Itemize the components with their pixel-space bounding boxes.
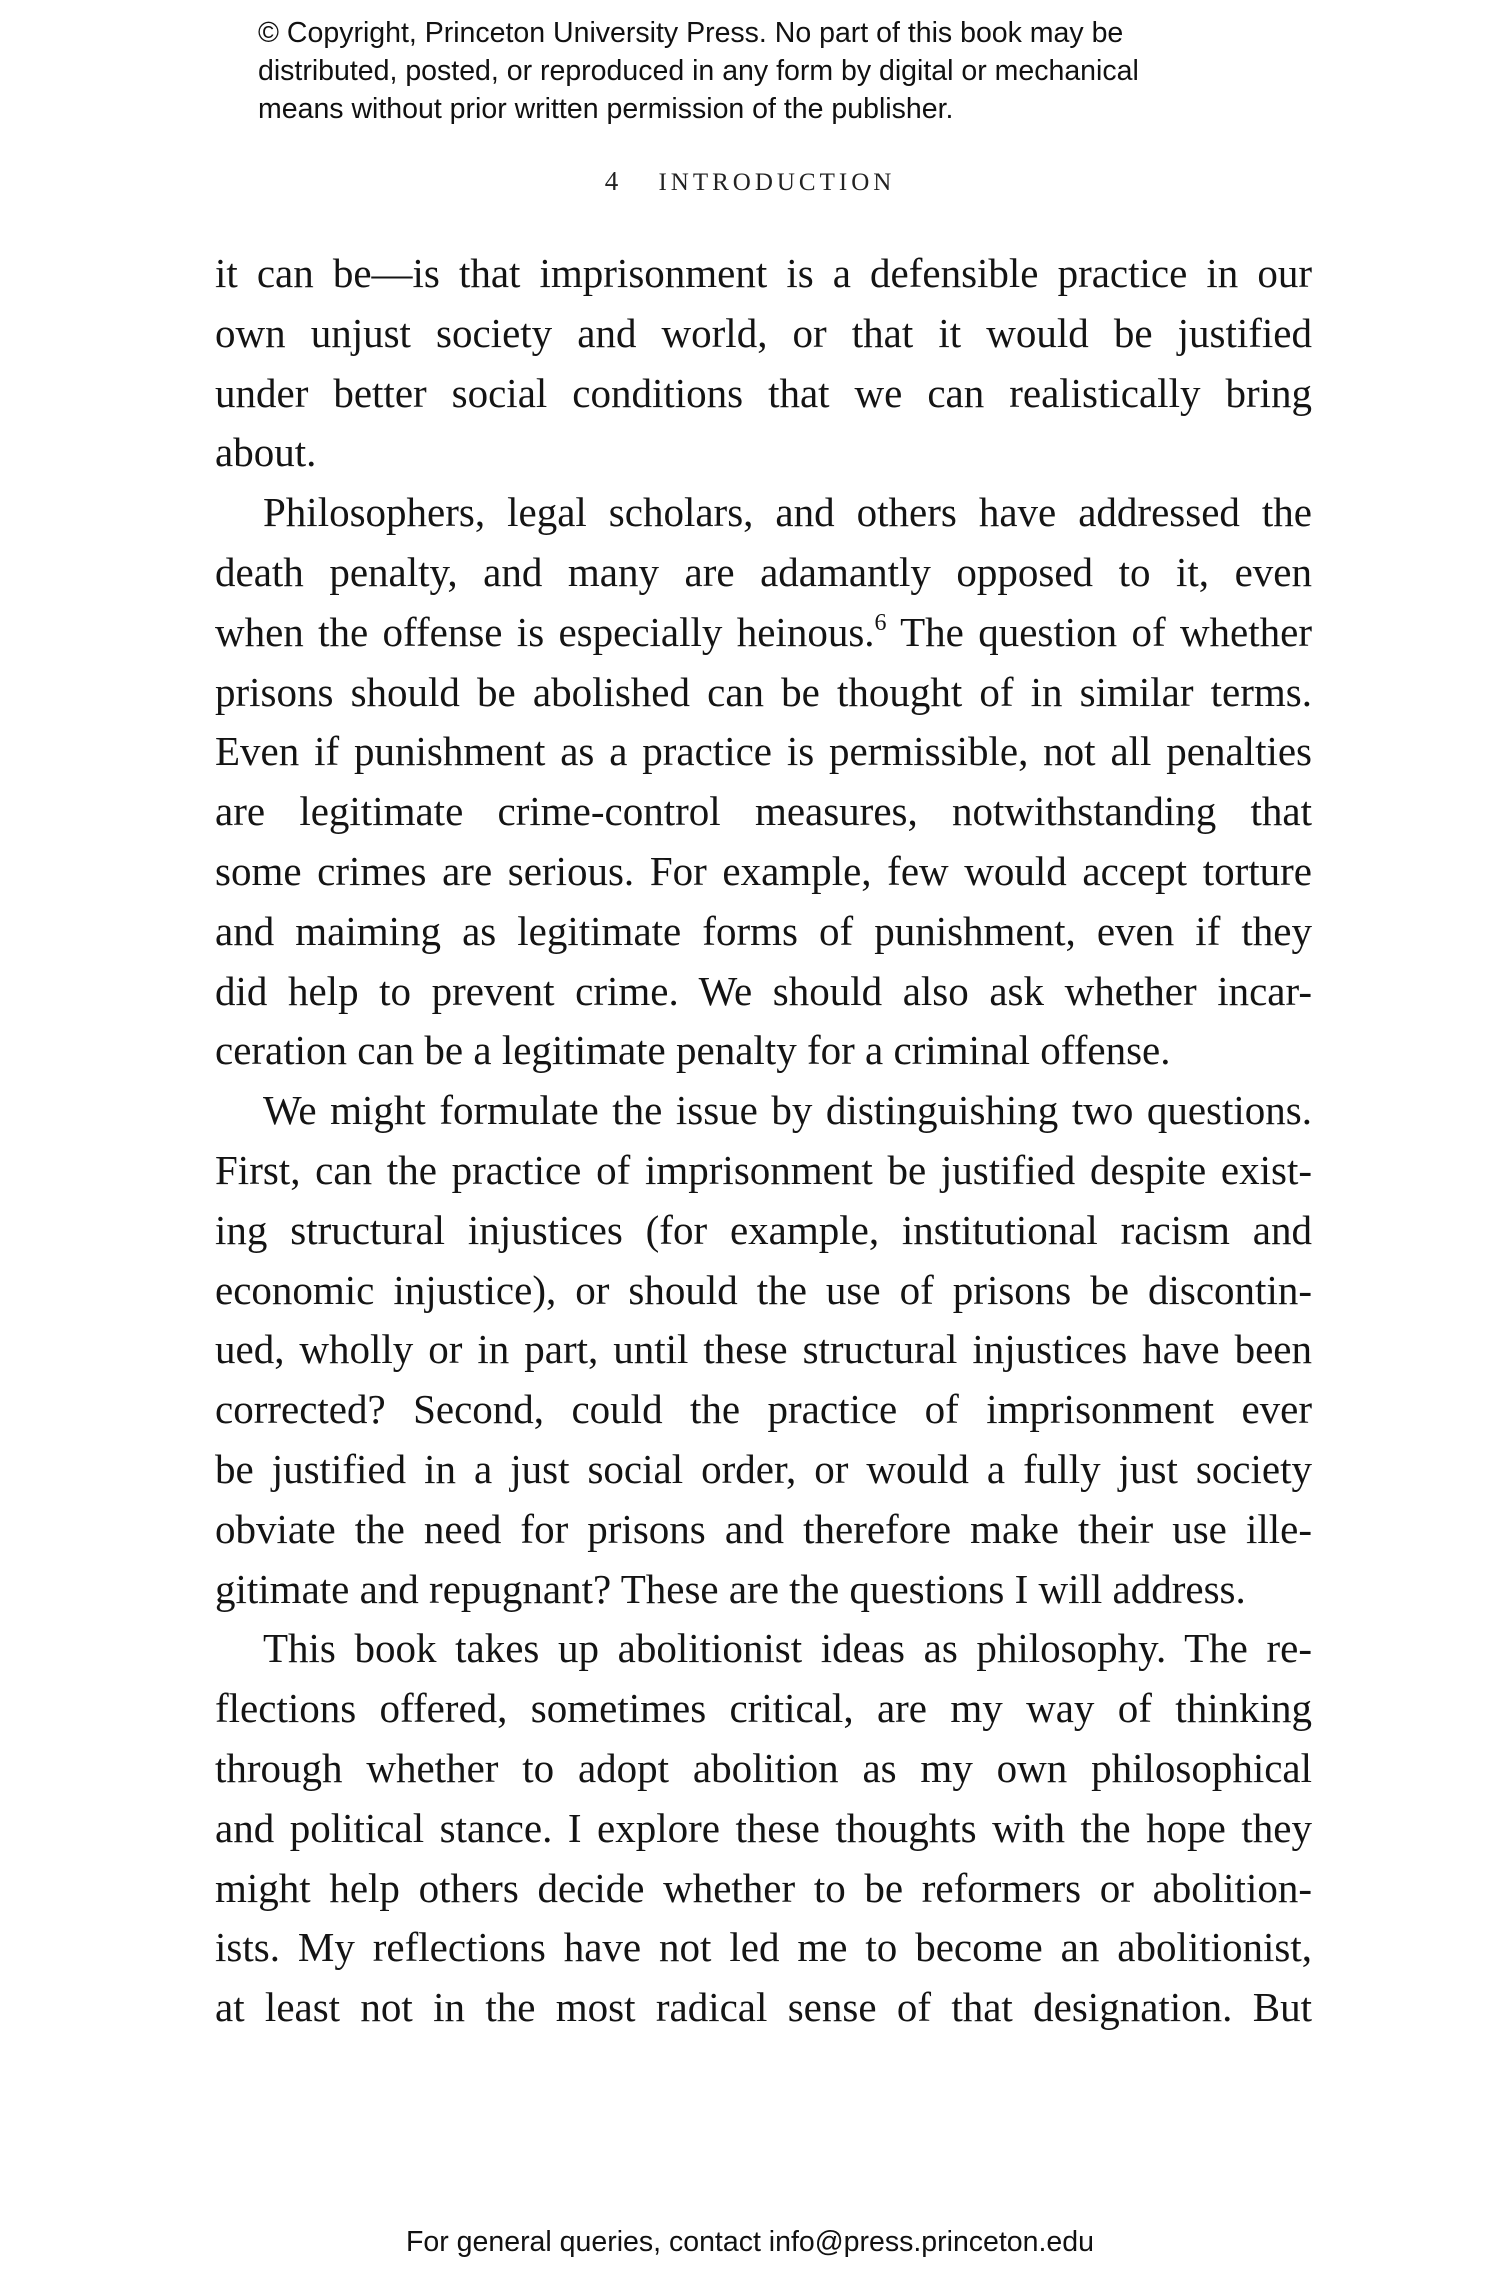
text-line: under better social conditions that we can realistically bring xyxy=(215,369,1312,416)
text-line: and maiming as legitimate forms of punishment, even if they xyxy=(215,907,1312,954)
text-line: flections offered, sometimes critical, are my way of thinking xyxy=(215,1685,1312,1732)
text-line: about. xyxy=(215,429,317,476)
text-line: ists. My reflections have not led me to become an abolitionist, xyxy=(215,1924,1312,1971)
text-line: ing structural injustices (for example, institutional racism and xyxy=(215,1206,1312,1253)
text-line: did help to prevent crime. We should also ask whether incar- xyxy=(215,967,1312,1014)
copyright-notice xyxy=(258,14,1358,128)
text-line: be justified in a just social order, or would a fully just society xyxy=(215,1445,1312,1492)
text-line: and political stance. I explore these thoughts with the hope they xyxy=(215,1804,1312,1851)
text-line: death penalty, and many are adamantly opposed to it, even xyxy=(215,548,1312,595)
chapter-title: INTRODUCTION xyxy=(658,169,896,196)
text-segment: The question of whether xyxy=(900,608,1312,655)
text-line: This book takes up abolitionist ideas as philosophy. The re- xyxy=(263,1625,1312,1672)
text-line: own unjust society and world, or that it would be justified xyxy=(215,309,1312,356)
text-line: We might formulate the issue by distinguishing two questions. xyxy=(263,1087,1312,1134)
text-line: are legitimate crime-control measures, notwithstanding that xyxy=(215,788,1312,835)
text-line: it can be—is that imprisonment is a defensible practice in our xyxy=(215,250,1312,296)
page-number: 4 xyxy=(604,166,619,196)
text-segment: when the offense is especially heinous. xyxy=(215,608,875,655)
text-line: Even if punishment as a practice is permissible, not all penalties xyxy=(215,728,1312,775)
copyright-line: © Copyright, Princeton University Press. No part of this book may be xyxy=(258,17,1124,49)
text-line: obviate the need for prisons and therefore make their use ille- xyxy=(215,1505,1312,1552)
text-line: ceration can be a legitimate penalty for a criminal offense. xyxy=(215,1027,1171,1074)
copyright-line: distributed, posted, or reproduced in any form by digital or mechanical xyxy=(258,55,1139,87)
text-line: at least not in the most radical sense of that designation. But xyxy=(215,1984,1312,2031)
text-line: prisons should be abolished can be thought of in similar terms. xyxy=(215,668,1312,715)
footer-contact: For general queries, contact info@press.princeton.edu xyxy=(406,2226,1094,2258)
body-text xyxy=(215,244,1312,2038)
text-line: ued, wholly or in part, until these structural injustices have been xyxy=(215,1326,1312,1373)
copyright-line: means without prior written permission of the publisher. xyxy=(258,93,954,125)
text-line: economic injustice), or should the use of prisons be discontin- xyxy=(215,1266,1312,1313)
text-line: might help others decide whether to be reformers or abolition- xyxy=(215,1864,1312,1911)
text-line: gitimate and repugnant? These are the questions I will address. xyxy=(215,1565,1246,1612)
running-head xyxy=(0,166,1500,197)
text-line: some crimes are serious. For example, few would accept torture xyxy=(215,847,1312,894)
text-line: First, can the practice of imprisonment be justified despite exist- xyxy=(215,1146,1312,1193)
footnote-reference[interactable]: 6 xyxy=(874,609,887,636)
text-line: corrected? Second, could the practice of imprisonment ever xyxy=(215,1386,1312,1433)
text-line: Philosophers, legal scholars, and others have addressed the xyxy=(263,489,1312,536)
text-line: through whether to adopt abolition as my own philosophical xyxy=(215,1744,1312,1791)
text-line-with-footnote xyxy=(215,603,1312,663)
